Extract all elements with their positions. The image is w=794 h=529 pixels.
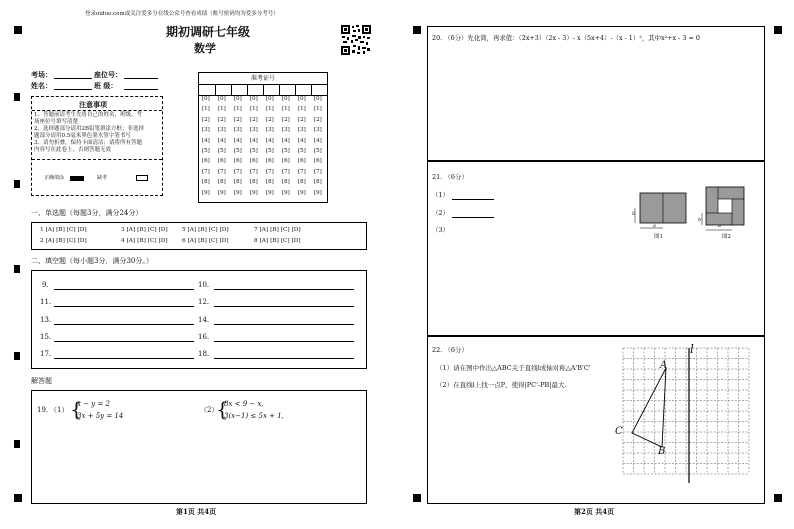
q19-part2-eq2: 3(x−1) ≤ 5x + 1, xyxy=(224,412,284,420)
id-digit-bubble[interactable]: [4] xyxy=(234,137,242,144)
id-digit-bubble[interactable]: [6] xyxy=(314,158,322,165)
id-digit-bubble[interactable]: [4] xyxy=(250,137,258,144)
id-digit-bubble[interactable]: [4] xyxy=(218,137,226,144)
fill-line-14[interactable] xyxy=(214,324,354,325)
mc-row-1-q7[interactable]: 7 [A] [B] [C] [D] xyxy=(254,227,301,233)
fill-item-11: 11. xyxy=(40,298,52,306)
id-digit-bubble[interactable]: [1] xyxy=(282,106,290,113)
id-digit-bubble[interactable]: [7] xyxy=(266,168,274,175)
q22-answer-box[interactable] xyxy=(427,336,765,504)
name-field[interactable] xyxy=(54,89,92,90)
fill-line-12[interactable] xyxy=(214,306,354,307)
id-digit-bubble[interactable]: [6] xyxy=(282,158,290,165)
q21-fig1-caption: 图1 xyxy=(654,234,663,240)
id-digit-bubble[interactable]: [0] xyxy=(234,96,242,102)
id-digit-bubble[interactable]: [5] xyxy=(234,148,242,154)
alignment-mark-left-5 xyxy=(14,440,20,448)
id-digit-bubble[interactable]: [2] xyxy=(202,116,210,123)
q19-part1-eq2: 3x + 5y = 14 xyxy=(77,412,124,420)
id-digit-bubble[interactable]: [7] xyxy=(314,168,322,175)
id-digit-bubble[interactable]: [7] xyxy=(202,168,210,175)
notice-box xyxy=(31,96,163,196)
id-digit-bubble[interactable]: [8] xyxy=(218,179,226,186)
id-digit-bubble[interactable]: [6] xyxy=(266,158,274,165)
q22-dashed-grid xyxy=(623,348,749,474)
mc-row-2-q2[interactable]: 2 [A] [B] [C] [D] xyxy=(40,238,87,244)
q21-item-1: （1） xyxy=(432,191,450,199)
exam-room-label: 考场： xyxy=(31,70,52,79)
q21-figure-2 xyxy=(698,184,748,236)
q19-part2-eq1: 8x < 9 − x, xyxy=(224,400,264,408)
q21-figure-1 xyxy=(630,190,690,234)
q22-line-2: （2）在直线l上找一点P，使得|PC'-PB|最大. xyxy=(436,381,567,389)
id-digit-bubble[interactable]: [6] xyxy=(250,158,258,165)
id-digit-bubble[interactable]: [2] xyxy=(282,116,290,123)
fill-example-missing-label: 缺考 xyxy=(97,175,108,181)
id-digit-bubble[interactable]: [0] xyxy=(298,96,306,102)
q19-part2-brace: { xyxy=(216,397,229,421)
fill-line-9[interactable] xyxy=(54,289,194,290)
notice-line-1: 1、答题前请考生先将自己的姓名、班级、考 xyxy=(34,112,143,118)
id-digit-bubble[interactable]: [6] xyxy=(234,158,242,165)
q21-fig2-caption: 图2 xyxy=(722,234,731,240)
id-digit-bubble[interactable]: [1] xyxy=(218,106,226,113)
id-digit-bubble[interactable]: [7] xyxy=(234,168,242,175)
id-digit-bubble[interactable]: [2] xyxy=(250,116,258,123)
id-digit-bubble[interactable]: [3] xyxy=(234,127,242,134)
id-digit-bubble[interactable]: [3] xyxy=(218,127,226,134)
id-digit-bubble[interactable]: [1] xyxy=(202,106,210,113)
q21-item-3: （3） xyxy=(432,226,450,234)
qr-code xyxy=(340,24,372,56)
alignment-mark-top-left xyxy=(14,26,22,34)
alignment-mark-left-4 xyxy=(14,352,20,360)
section1-title: 一、单选题（每题3分，满分24分） xyxy=(31,209,143,217)
id-digit-bubble[interactable]: [7] xyxy=(218,168,226,175)
id-digit-bubble[interactable]: [9] xyxy=(202,189,210,196)
id-digit-bubble[interactable]: [6] xyxy=(218,158,226,165)
id-entry-cell-divider xyxy=(231,84,232,95)
q19-part1-label: （1） xyxy=(50,406,69,414)
fill-line-15[interactable] xyxy=(54,341,194,342)
mc-box xyxy=(31,222,367,250)
fill-item-10: 10. xyxy=(198,281,210,289)
id-digit-bubble[interactable]: [8] xyxy=(250,179,258,186)
page2-footer: 第2页 共4页 xyxy=(574,507,615,516)
id-digit-bubble[interactable]: [7] xyxy=(282,168,290,175)
fill-line-17[interactable] xyxy=(54,358,194,359)
id-digit-bubble[interactable]: [8] xyxy=(234,179,242,186)
section3-title: 解答题 xyxy=(31,377,52,385)
id-digit-bubble[interactable]: [8] xyxy=(298,179,306,186)
fill-line-11[interactable] xyxy=(54,306,194,307)
q21-answer-box[interactable] xyxy=(427,161,765,336)
id-number-box xyxy=(198,72,328,203)
alignment-mark-bottom-center-right xyxy=(413,494,421,502)
alignment-mark-bottom-left xyxy=(14,494,22,502)
id-digit-bubble[interactable]: [8] xyxy=(202,179,210,186)
notice-divider xyxy=(32,110,162,111)
id-digit-bubble[interactable]: [5] xyxy=(298,148,306,154)
id-digit-bubble[interactable]: [3] xyxy=(250,127,258,134)
notice-line-2: 场座位号填写清楚 xyxy=(34,119,79,125)
id-digit-grid xyxy=(199,97,327,201)
id-box-title: 准考证号 xyxy=(251,75,276,82)
seat-field[interactable] xyxy=(124,78,158,79)
q21-fig2-dim-b: b xyxy=(698,217,702,223)
id-digit-bubble[interactable]: [2] xyxy=(266,116,274,123)
exam-room-field[interactable] xyxy=(54,78,92,79)
id-digit-bubble[interactable]: [8] xyxy=(282,179,290,186)
id-digit-bubble[interactable]: [9] xyxy=(298,189,306,196)
id-digit-bubble[interactable]: [9] xyxy=(218,189,226,196)
q19-answer-box[interactable] xyxy=(31,390,367,504)
q19-part2-label: （2） xyxy=(200,406,219,414)
id-digit-bubble[interactable]: [3] xyxy=(298,127,306,134)
id-entry-cell-divider xyxy=(263,84,264,95)
fill-item-14: 14. xyxy=(198,316,210,324)
id-digit-bubble[interactable]: [4] xyxy=(314,137,322,144)
q22-grid-figure xyxy=(618,342,753,485)
fill-in-box xyxy=(31,270,367,369)
fill-item-15: 15. xyxy=(40,333,52,341)
id-digit-bubble[interactable]: [0] xyxy=(218,96,226,102)
id-digit-bubble[interactable]: [3] xyxy=(282,127,290,134)
id-digit-bubble[interactable]: [5] xyxy=(266,148,274,154)
id-digit-bubble[interactable]: [0] xyxy=(282,96,290,102)
subject-title: 数学 xyxy=(194,42,216,55)
q22-label-c: C xyxy=(615,426,623,437)
id-digit-bubble[interactable]: [9] xyxy=(250,189,258,196)
id-entry-cell-divider xyxy=(295,84,296,95)
id-entry-row xyxy=(199,84,327,95)
name-label: 姓名： xyxy=(31,81,52,90)
q21-item-2: （2） xyxy=(432,209,450,217)
notice-divider-2 xyxy=(32,159,162,160)
id-digit-bubble[interactable]: [9] xyxy=(266,189,274,196)
id-digit-bubble[interactable]: [3] xyxy=(202,127,210,134)
q21-fig1-dim-a: a xyxy=(653,223,656,229)
q21-line-1[interactable] xyxy=(452,199,494,200)
q20-answer-box[interactable] xyxy=(427,26,765,161)
id-entry-cell-divider xyxy=(215,84,216,95)
id-digit-bubble[interactable]: [2] xyxy=(234,116,242,123)
id-digit-bubble[interactable]: [5] xyxy=(218,148,226,154)
id-entry-cell-divider xyxy=(247,84,248,95)
fill-item-17: 17. xyxy=(40,350,52,358)
notice-line-6: 内容写在此卷上，否则答题无效 xyxy=(34,147,112,153)
id-digit-bubble[interactable]: [1] xyxy=(298,106,306,113)
id-digit-bubble[interactable]: [5] xyxy=(250,148,258,154)
id-digit-bubble[interactable]: [8] xyxy=(266,179,274,186)
mc-row-1-q1[interactable]: 1 [A] [B] [C] [D] xyxy=(40,227,87,233)
id-digit-bubble[interactable]: [2] xyxy=(218,116,226,123)
fill-line-18[interactable] xyxy=(214,358,354,359)
id-digit-bubble[interactable]: [4] xyxy=(202,137,210,144)
q22-label-a: A xyxy=(660,360,668,371)
alignment-mark-top-right xyxy=(774,26,782,34)
id-digit-bubble[interactable]: [9] xyxy=(234,189,242,196)
mc-row-1-q3[interactable]: 3 [A] [B] [C] [D] xyxy=(121,227,168,233)
login-note: 登录oiduo.com或关注爱多分在线公众号查看成绩（账号密码均为爱多分考号） xyxy=(85,11,279,17)
id-digit-bubble[interactable]: [5] xyxy=(202,148,210,154)
q21-line-2[interactable] xyxy=(452,217,494,218)
notice-line-4: 题部分请用0.5毫米黑色墨水签字笔书写 xyxy=(34,133,131,139)
id-digit-bubble[interactable]: [9] xyxy=(282,189,290,196)
fill-example-correct-label: 正确填涂 xyxy=(44,175,65,181)
id-digit-bubble[interactable]: [1] xyxy=(314,106,322,113)
id-digit-bubble[interactable]: [4] xyxy=(298,137,306,144)
seat-label: 座位号： xyxy=(94,70,122,79)
id-digit-bubble[interactable]: [6] xyxy=(298,158,306,165)
q22-label-l: l xyxy=(690,342,694,356)
q21-label: 21. （6分） xyxy=(432,173,469,181)
q22-triangle-abc xyxy=(632,368,666,447)
alignment-mark-top-center-right xyxy=(413,26,421,34)
id-digit-bubble[interactable]: [7] xyxy=(298,168,306,175)
q20-text: 20. （6分）先化简，再求值：（2x+3）（2x - 3）- x（5x+4）-（x - 1）²，其中x²+x - 3 = 0 xyxy=(432,34,700,42)
page-title: 期初调研七年级 xyxy=(166,25,251,39)
page1-footer: 第1页 共4页 xyxy=(176,507,217,516)
id-digit-bubble[interactable]: [4] xyxy=(282,137,290,144)
mc-row-2-q8[interactable]: 8 [A] [B] [C] [D] xyxy=(254,238,301,244)
alignment-mark-left-2 xyxy=(14,180,20,188)
q22-label-b: B xyxy=(658,446,666,457)
id-digit-bubble[interactable]: [3] xyxy=(314,127,322,134)
notice-line-3: 2、选择题部分请用2B铅笔填涂方框；非选择 xyxy=(34,126,145,132)
id-digit-bubble[interactable]: [7] xyxy=(250,168,258,175)
q19-part1-brace: { xyxy=(70,397,83,421)
q21-fig1-dim-b: b xyxy=(632,211,636,217)
id-digit-bubble[interactable]: [4] xyxy=(266,137,274,144)
fill-example-correct-mark xyxy=(70,176,84,181)
class-label: 班 级： xyxy=(94,81,118,90)
id-digit-bubble[interactable]: [0] xyxy=(250,96,258,102)
id-digit-bubble[interactable]: [6] xyxy=(202,158,210,165)
id-digit-bubble[interactable]: [5] xyxy=(282,148,290,154)
id-digit-bubble[interactable]: [1] xyxy=(234,106,242,113)
notice-title: 注意事项 xyxy=(79,100,107,109)
q19-label: 19. xyxy=(37,406,49,414)
q22-label: 22. （6分） xyxy=(432,346,469,354)
q21-fig2-dim-a: a xyxy=(718,223,721,229)
alignment-mark-left-1 xyxy=(14,93,20,101)
class-field[interactable] xyxy=(124,89,158,90)
section2-title: 二、填空题（每小题3分，满分30分。） xyxy=(31,257,153,265)
fill-line-16[interactable] xyxy=(214,341,354,342)
id-digit-bubble[interactable]: [0] xyxy=(314,96,322,102)
mc-row-1-q5[interactable]: 5 [A] [B] [C] [D] xyxy=(182,227,229,233)
fill-item-16: 16. xyxy=(198,333,210,341)
id-digit-bubble[interactable]: [2] xyxy=(314,116,322,123)
id-digit-bubble[interactable]: [8] xyxy=(314,179,322,186)
id-digit-bubble[interactable]: [5] xyxy=(314,148,322,154)
alignment-mark-bottom-right xyxy=(774,494,782,502)
fill-item-9: 9. xyxy=(42,281,49,289)
fill-line-13[interactable] xyxy=(54,324,194,325)
fill-item-12: 12. xyxy=(198,298,210,306)
fill-example-missing-box[interactable] xyxy=(136,175,148,181)
id-digit-bubble[interactable]: [9] xyxy=(314,189,322,196)
id-digit-bubble[interactable]: [1] xyxy=(266,106,274,113)
id-digit-bubble[interactable]: [1] xyxy=(250,106,258,113)
mc-row-2-q6[interactable]: 6 [A] [B] [C] [D] xyxy=(182,238,229,244)
id-digit-bubble[interactable]: [0] xyxy=(202,96,210,102)
id-digit-bubble[interactable]: [3] xyxy=(266,127,274,134)
notice-line-5: 3、请勿折叠，保持卡面清洁；请将所有答题 xyxy=(34,140,143,146)
q19-part1-eq1: x − y = 2 xyxy=(77,400,110,408)
q22-line-1: （1）请在图中作出△ABC关于直线l成轴对称△A'B'C' xyxy=(436,364,591,372)
alignment-mark-left-3 xyxy=(14,265,20,273)
fill-item-13: 13. xyxy=(40,316,52,324)
id-entry-cell-divider xyxy=(279,84,280,95)
fill-line-10[interactable] xyxy=(214,289,354,290)
mc-row-2-q4[interactable]: 4 [A] [B] [C] [D] xyxy=(121,238,168,244)
fill-item-18: 18. xyxy=(198,350,210,358)
id-entry-cell-divider xyxy=(311,84,312,95)
id-digit-bubble[interactable]: [0] xyxy=(266,96,274,102)
id-digit-bubble[interactable]: [2] xyxy=(298,116,306,123)
